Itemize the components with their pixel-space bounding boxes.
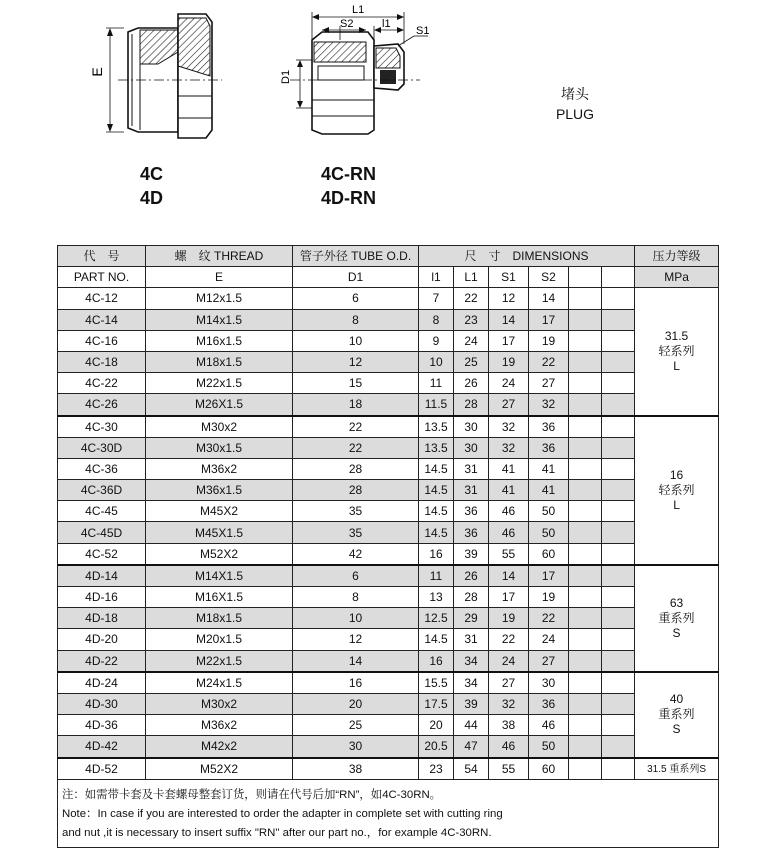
cell-s2: 60 [529, 543, 569, 565]
cell-thread: M18x1.5 [146, 351, 293, 372]
table-header-row-2 [58, 267, 719, 288]
pressure-series: 轻系列 [658, 343, 695, 358]
cell-empty [569, 672, 602, 694]
cell-part: 4C-36 [58, 458, 146, 479]
cell-part: 4C-14 [58, 309, 146, 330]
cell-thread: M36x2 [146, 458, 293, 479]
pressure-code: L [673, 358, 680, 373]
model-4d-rn: 4D-RN [321, 188, 377, 208]
cell-s1: 32 [489, 437, 529, 458]
cell-empty [602, 501, 635, 522]
cell-empty [602, 715, 635, 736]
cell-s1: 24 [489, 373, 529, 394]
cell-l1: 12.5 [419, 608, 454, 629]
header-pressure-cn: 压力等级 [635, 246, 719, 267]
dim-label-l1-total: L1 [352, 4, 365, 16]
cell-l1: 14.5 [419, 629, 454, 650]
header-tube-sub: D1 [293, 267, 419, 288]
cell-empty [569, 693, 602, 714]
cell-l1: 23 [419, 758, 454, 780]
cell-s2: 14 [529, 288, 569, 309]
cell-empty [569, 587, 602, 608]
cell-l1: 36 [454, 501, 489, 522]
cell-thread: M14x1.5 [146, 309, 293, 330]
cell-empty [602, 758, 635, 780]
table-row [58, 330, 719, 351]
pressure-group-cell [635, 758, 719, 780]
cell-s2: 24 [529, 629, 569, 650]
cell-empty [569, 715, 602, 736]
cell-s2: 36 [529, 693, 569, 714]
cell-thread: M22x1.5 [146, 650, 293, 672]
table-row [58, 480, 719, 501]
cell-thread: M45X1.5 [146, 522, 293, 543]
cell-s2: 36 [529, 416, 569, 438]
cell-s2: 27 [529, 373, 569, 394]
product-title-en: PLUG [555, 106, 595, 122]
cell-part: 4C-12 [58, 288, 146, 309]
cell-s1: 32 [489, 416, 529, 438]
cell-l1: 31 [454, 480, 489, 501]
cell-d1: 35 [293, 501, 419, 522]
header-l1-total: L1 [454, 267, 489, 288]
cell-s1: 55 [489, 543, 529, 565]
cell-empty [569, 330, 602, 351]
cell-thread: M30x2 [146, 693, 293, 714]
dim-label-l1: l1 [382, 18, 391, 30]
cell-l1: 34 [454, 672, 489, 694]
table-row [58, 736, 719, 758]
cell-s1: 55 [489, 758, 529, 780]
cell-empty [569, 501, 602, 522]
cell-empty [602, 309, 635, 330]
cell-empty [569, 543, 602, 565]
cell-l1: 11 [419, 565, 454, 587]
cell-part: 4C-45 [58, 501, 146, 522]
cell-thread: M45X2 [146, 501, 293, 522]
cell-l1: 8 [419, 309, 454, 330]
cell-part: 4C-30D [58, 437, 146, 458]
cell-l1: 14.5 [419, 501, 454, 522]
cell-s1: 46 [489, 736, 529, 758]
cell-s1: 14 [489, 309, 529, 330]
cell-part: 4D-20 [58, 629, 146, 650]
cell-l1: 10 [419, 351, 454, 372]
cell-d1: 8 [293, 587, 419, 608]
spec-table [57, 245, 719, 848]
cell-l1: 13.5 [419, 416, 454, 438]
cell-empty [602, 736, 635, 758]
cell-l1: 28 [454, 394, 489, 416]
cell-empty [602, 672, 635, 694]
notes-cell [58, 779, 719, 847]
cell-empty [602, 693, 635, 714]
dim-label-d1: D1 [280, 69, 292, 84]
header-part-cn: 代 号 [58, 246, 146, 267]
cell-empty [569, 373, 602, 394]
cell-empty [602, 330, 635, 351]
cell-part: 4D-30 [58, 693, 146, 714]
cell-s2: 30 [529, 672, 569, 694]
cell-part: 4C-26 [58, 394, 146, 416]
cell-thread: M14X1.5 [146, 565, 293, 587]
cell-l1: 44 [454, 715, 489, 736]
table-row [58, 650, 719, 672]
header-l1-short: l1 [419, 267, 454, 288]
cell-s1: 27 [489, 394, 529, 416]
cell-l1: 29 [454, 608, 489, 629]
cell-l1: 24 [454, 330, 489, 351]
cell-s2: 19 [529, 330, 569, 351]
table-row [58, 715, 719, 736]
pressure-group-cell [635, 565, 719, 672]
note-en-1: Note：In case if you are interested to order the adapter in complete set with cutting ring [62, 807, 503, 820]
cell-empty [602, 351, 635, 372]
cell-l1: 28 [454, 587, 489, 608]
table-row [58, 758, 719, 780]
table-row [58, 437, 719, 458]
header-thread: 螺 纹 THREAD [146, 246, 293, 267]
cell-s1: 41 [489, 480, 529, 501]
pressure-series: 重系列 [658, 707, 695, 722]
cell-thread: M24x1.5 [146, 672, 293, 694]
cell-l1: 20.5 [419, 736, 454, 758]
cell-s1: 12 [489, 288, 529, 309]
cell-empty [569, 394, 602, 416]
cell-s2: 17 [529, 309, 569, 330]
cell-empty [569, 480, 602, 501]
model-label-left [140, 162, 163, 210]
cell-d1: 16 [293, 672, 419, 694]
cell-s1: 24 [489, 650, 529, 672]
pressure-value: 16 [669, 467, 684, 482]
pressure-series: 重系列 [658, 610, 695, 625]
cell-thread: M52X2 [146, 543, 293, 565]
header-pressure-unit: MPa [635, 267, 719, 288]
cell-s2: 27 [529, 650, 569, 672]
cell-d1: 15 [293, 373, 419, 394]
header-s2: S2 [529, 267, 569, 288]
cell-s1: 41 [489, 458, 529, 479]
cell-s1: 27 [489, 672, 529, 694]
cell-thread: M26X1.5 [146, 394, 293, 416]
cell-l1: 15.5 [419, 672, 454, 694]
cell-thread: M30x2 [146, 416, 293, 438]
cell-l1: 26 [454, 565, 489, 587]
cell-s2: 22 [529, 351, 569, 372]
cell-s2: 50 [529, 501, 569, 522]
cell-part: 4D-42 [58, 736, 146, 758]
cell-empty [569, 351, 602, 372]
cell-l1: 54 [454, 758, 489, 780]
table-row [58, 543, 719, 565]
header-thread-sub: E [146, 267, 293, 288]
cell-d1: 8 [293, 309, 419, 330]
cell-d1: 20 [293, 693, 419, 714]
cell-empty [569, 565, 602, 587]
cell-d1: 28 [293, 480, 419, 501]
cell-s1: 22 [489, 629, 529, 650]
cell-l1: 23 [454, 309, 489, 330]
cell-s2: 17 [529, 565, 569, 587]
cell-s2: 41 [529, 458, 569, 479]
pressure-label: 31.5 重系列S [647, 763, 706, 775]
cell-l1: 36 [454, 522, 489, 543]
pressure-code: L [673, 497, 680, 512]
cell-empty [602, 587, 635, 608]
cell-l1: 31 [454, 629, 489, 650]
technical-drawings [0, 0, 770, 240]
model-label-right [321, 162, 376, 210]
cell-d1: 28 [293, 458, 419, 479]
cell-part: 4C-22 [58, 373, 146, 394]
plug-drawing-right [280, 4, 429, 134]
table-row [58, 458, 719, 479]
cell-d1: 22 [293, 437, 419, 458]
cell-thread: M18x1.5 [146, 608, 293, 629]
cell-d1: 25 [293, 715, 419, 736]
cell-empty [602, 543, 635, 565]
table-row [58, 608, 719, 629]
table-row [58, 309, 719, 330]
cell-l1: 7 [419, 288, 454, 309]
cell-d1: 18 [293, 394, 419, 416]
header-s1: S1 [489, 267, 529, 288]
cell-l1: 14.5 [419, 522, 454, 543]
cell-empty [602, 394, 635, 416]
cell-d1: 35 [293, 522, 419, 543]
cell-thread: M42x2 [146, 736, 293, 758]
cell-thread: M16X1.5 [146, 587, 293, 608]
header-empty-2 [602, 267, 635, 288]
header-empty-1 [569, 267, 602, 288]
pressure-code: S [672, 722, 681, 737]
note-en-2: and nut ,it is necessary to insert suffix "RN" after our part no.，for example 4C-30RN. [62, 826, 492, 839]
table-row [58, 351, 719, 372]
product-title-cn: 堵头 [561, 86, 589, 102]
cell-l1: 31 [454, 458, 489, 479]
cell-l1: 14.5 [419, 480, 454, 501]
table-row [58, 587, 719, 608]
cell-empty [569, 629, 602, 650]
cell-l1: 11 [419, 373, 454, 394]
table-row [58, 501, 719, 522]
cell-s1: 17 [489, 330, 529, 351]
cell-empty [569, 309, 602, 330]
table-row [58, 672, 719, 694]
cell-l1: 39 [454, 543, 489, 565]
table-row [58, 394, 719, 416]
cell-s1: 38 [489, 715, 529, 736]
cell-empty [569, 608, 602, 629]
header-tube: 管子外径 TUBE O.D. [293, 246, 419, 267]
cell-empty [569, 416, 602, 438]
cell-part: 4D-52 [58, 758, 146, 780]
cell-part: 4D-18 [58, 608, 146, 629]
cell-d1: 38 [293, 758, 419, 780]
cell-s2: 60 [529, 758, 569, 780]
cell-empty [602, 480, 635, 501]
cell-l1: 17.5 [419, 693, 454, 714]
cell-s1: 46 [489, 522, 529, 543]
cell-empty [569, 650, 602, 672]
cell-part: 4C-16 [58, 330, 146, 351]
cell-thread: M16x1.5 [146, 330, 293, 351]
table-body [58, 288, 719, 779]
cell-thread: M22x1.5 [146, 373, 293, 394]
dim-label-e: E [89, 67, 105, 77]
table-row [58, 522, 719, 543]
cell-thread: M20x1.5 [146, 629, 293, 650]
cell-l1: 13.5 [419, 437, 454, 458]
cell-s1: 17 [489, 587, 529, 608]
cell-thread: M12x1.5 [146, 288, 293, 309]
cell-s2: 50 [529, 522, 569, 543]
cell-l1: 34 [454, 650, 489, 672]
cell-empty [569, 522, 602, 543]
cell-empty [602, 458, 635, 479]
cell-s2: 46 [529, 715, 569, 736]
cell-empty [602, 608, 635, 629]
notes-row [58, 779, 719, 847]
cell-empty [602, 373, 635, 394]
cell-l1: 30 [454, 416, 489, 438]
cell-l1: 16 [419, 543, 454, 565]
cell-thread: M52X2 [146, 758, 293, 780]
cell-s2: 22 [529, 608, 569, 629]
pressure-series: 轻系列 [658, 482, 695, 497]
note-cn: 注：如需带卡套及卡套螺母整套订货，则请在代号后加“RN”，如4C-30RN。 [62, 788, 442, 801]
cell-d1: 10 [293, 330, 419, 351]
cell-d1: 12 [293, 629, 419, 650]
cell-empty [569, 288, 602, 309]
pressure-value: 40 [669, 692, 684, 707]
plug-drawing-left [89, 14, 222, 138]
cell-thread: M36x1.5 [146, 480, 293, 501]
cell-part: 4D-16 [58, 587, 146, 608]
cell-empty [569, 458, 602, 479]
cell-empty [569, 736, 602, 758]
cell-d1: 12 [293, 351, 419, 372]
header-dimensions: 尺 寸 DIMENSIONS [419, 246, 635, 267]
cell-part: 4D-14 [58, 565, 146, 587]
cell-l1: 11.5 [419, 394, 454, 416]
cell-s2: 19 [529, 587, 569, 608]
cell-part: 4C-52 [58, 543, 146, 565]
table-row [58, 373, 719, 394]
cell-s2: 41 [529, 480, 569, 501]
cell-part: 4C-36D [58, 480, 146, 501]
product-title [545, 84, 605, 124]
table-header-row-1 [58, 246, 719, 267]
table-row [58, 288, 719, 309]
cell-empty [602, 288, 635, 309]
cell-l1: 16 [419, 650, 454, 672]
cell-empty [602, 437, 635, 458]
cell-d1: 30 [293, 736, 419, 758]
cell-d1: 42 [293, 543, 419, 565]
cell-s1: 14 [489, 565, 529, 587]
cell-s2: 50 [529, 736, 569, 758]
cell-empty [602, 629, 635, 650]
cell-part: 4D-36 [58, 715, 146, 736]
cell-s1: 32 [489, 693, 529, 714]
cell-d1: 14 [293, 650, 419, 672]
cell-empty [602, 416, 635, 438]
cell-d1: 6 [293, 288, 419, 309]
header-part-en: PART NO. [58, 267, 146, 288]
cell-part: 4C-45D [58, 522, 146, 543]
pressure-value: 63 [669, 595, 684, 610]
cell-empty [602, 650, 635, 672]
cell-empty [569, 758, 602, 780]
cell-empty [602, 565, 635, 587]
cell-empty [602, 522, 635, 543]
dim-label-s1: S1 [416, 25, 430, 37]
cell-d1: 6 [293, 565, 419, 587]
pressure-group-cell [635, 416, 719, 565]
model-4c: 4C [140, 164, 164, 184]
cell-l1: 14.5 [419, 458, 454, 479]
cell-l1: 25 [454, 351, 489, 372]
pressure-code: S [672, 625, 681, 640]
cell-thread: M36x2 [146, 715, 293, 736]
cell-l1: 30 [454, 437, 489, 458]
cell-part: 4C-30 [58, 416, 146, 438]
cell-s2: 36 [529, 437, 569, 458]
model-4c-rn: 4C-RN [321, 164, 377, 184]
cell-l1: 9 [419, 330, 454, 351]
cell-l1: 22 [454, 288, 489, 309]
cell-empty [569, 437, 602, 458]
table-row [58, 416, 719, 438]
cell-s1: 19 [489, 608, 529, 629]
cell-thread: M30x1.5 [146, 437, 293, 458]
cell-part: 4D-24 [58, 672, 146, 694]
table-row [58, 693, 719, 714]
cell-l1: 39 [454, 693, 489, 714]
cell-part: 4D-22 [58, 650, 146, 672]
table-row [58, 565, 719, 587]
pressure-group-cell [635, 672, 719, 758]
cell-l1: 13 [419, 587, 454, 608]
cell-l1: 26 [454, 373, 489, 394]
table-row [58, 629, 719, 650]
cell-d1: 22 [293, 416, 419, 438]
model-4d: 4D [140, 188, 164, 208]
cell-s2: 32 [529, 394, 569, 416]
pressure-group-cell [635, 288, 719, 416]
cell-s1: 19 [489, 351, 529, 372]
cell-l1: 47 [454, 736, 489, 758]
pressure-value: 31.5 [664, 328, 689, 343]
cell-s1: 46 [489, 501, 529, 522]
cell-d1: 10 [293, 608, 419, 629]
cell-part: 4C-18 [58, 351, 146, 372]
dim-label-s2: S2 [340, 18, 354, 30]
cell-l1: 20 [419, 715, 454, 736]
